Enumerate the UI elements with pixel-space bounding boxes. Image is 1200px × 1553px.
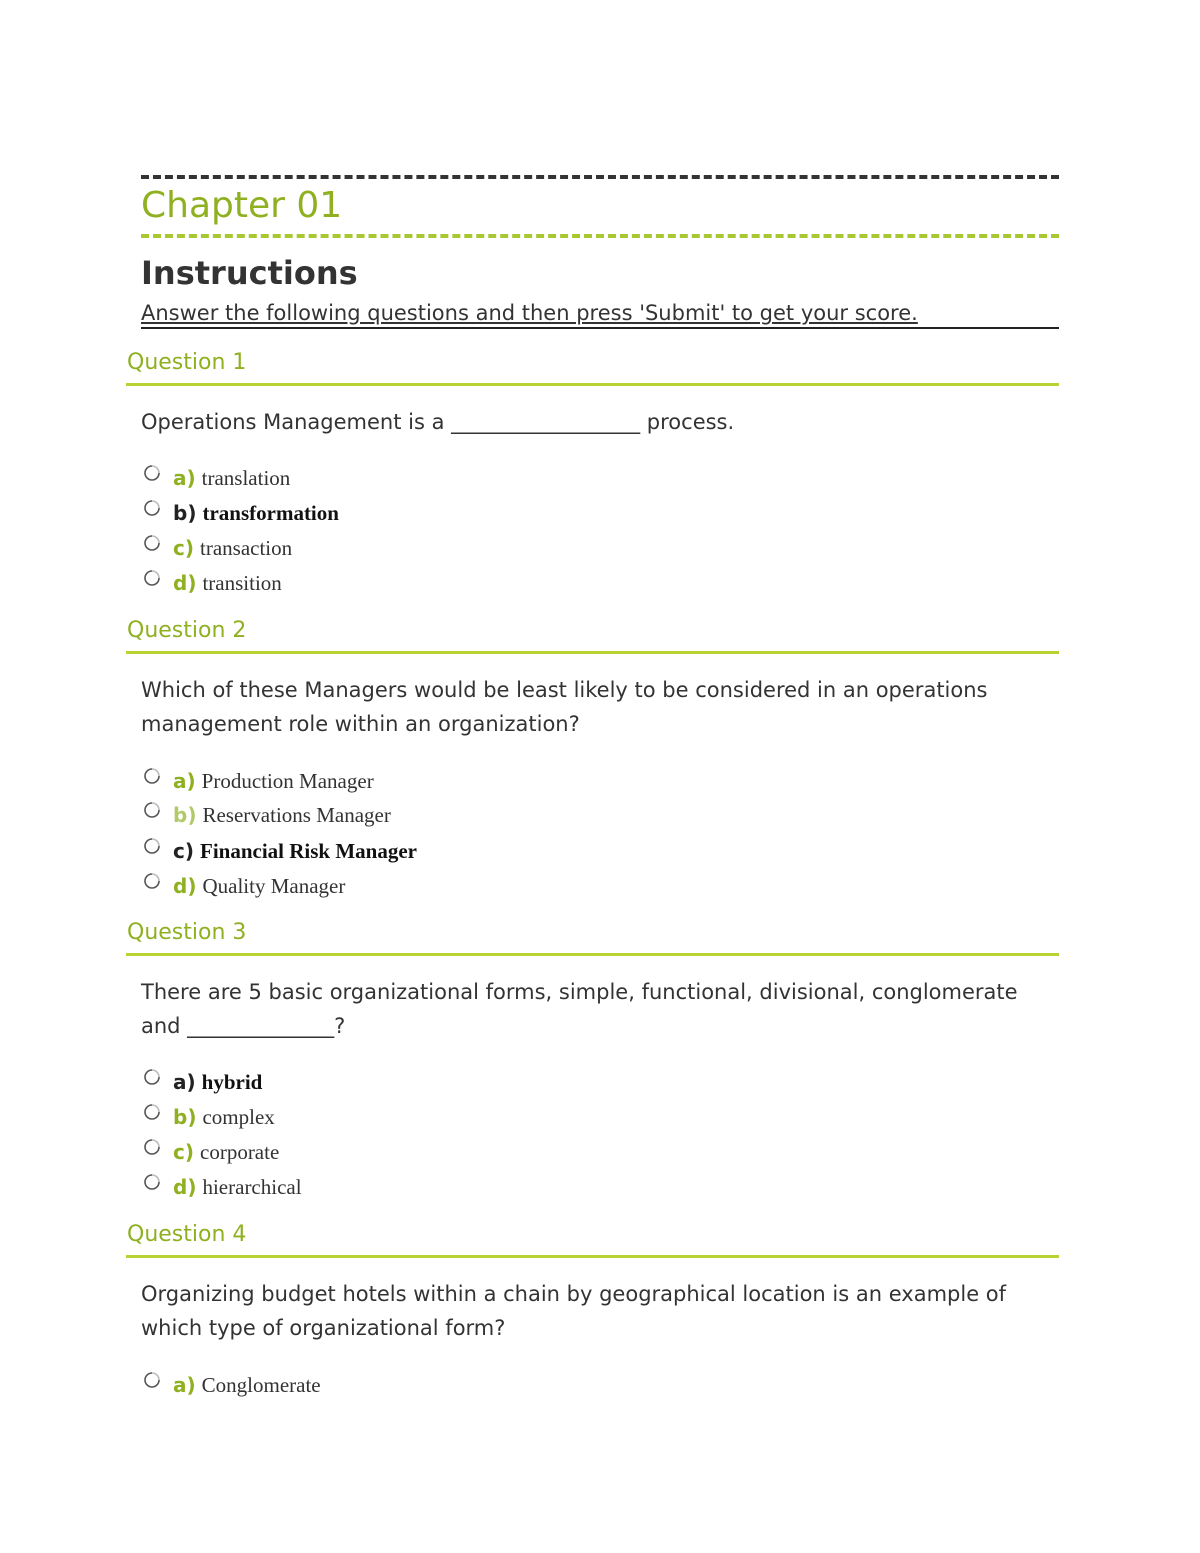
radio-button-icon[interactable] (143, 499, 161, 517)
option-letter: b) (173, 1105, 197, 1129)
question-3-option-a[interactable] (143, 1068, 262, 1098)
option-letter: d) (173, 571, 197, 595)
radio-button-icon[interactable] (143, 534, 161, 552)
question-2-option-d[interactable] (143, 872, 345, 902)
radio-button-icon[interactable] (143, 1103, 161, 1121)
instructions-text: Answer the following questions and then press 'Submit' to get your score. (141, 300, 1059, 329)
question-2-divider (126, 651, 1059, 654)
question-3-option-b[interactable] (143, 1103, 275, 1133)
radio-button-icon[interactable] (143, 1173, 161, 1191)
question-4-heading: Question 4 (127, 1222, 247, 1247)
option-text: transaction (200, 536, 293, 560)
option-text: transition (202, 571, 282, 595)
question-3-text: There are 5 basic organizational forms, simple, functional, divisional, conglomerate and ______________? (141, 980, 1018, 1038)
question-1-divider (126, 383, 1059, 386)
question-1-option-a[interactable] (143, 464, 290, 494)
chapter-divider (141, 234, 1059, 238)
option-text: Financial Risk Manager (200, 839, 418, 863)
option-text: Production Manager (201, 769, 374, 793)
question-4-option-a[interactable] (143, 1371, 321, 1401)
question-2-option-a[interactable] (143, 767, 374, 797)
radio-button-icon[interactable] (143, 872, 161, 890)
top-divider (141, 175, 1059, 179)
radio-button-icon[interactable] (143, 767, 161, 785)
radio-button-icon[interactable] (143, 801, 161, 819)
option-letter: a) (173, 1070, 196, 1094)
question-3-option-d[interactable] (143, 1173, 302, 1203)
option-text: transformation (202, 501, 339, 525)
option-letter: c) (173, 536, 194, 560)
option-text: Reservations Manager (202, 803, 391, 827)
question-1-heading: Question 1 (127, 350, 247, 375)
option-letter: d) (173, 874, 197, 898)
option-letter: b) (173, 803, 197, 827)
question-1-text: Operations Management is a __________________ process. (141, 410, 735, 434)
radio-button-icon[interactable] (143, 1371, 161, 1389)
radio-button-icon[interactable] (143, 464, 161, 482)
option-letter: b) (173, 501, 197, 525)
option-text: Conglomerate (201, 1373, 321, 1397)
option-text: complex (202, 1105, 275, 1129)
question-2-option-c[interactable] (143, 837, 417, 867)
option-letter: c) (173, 1140, 194, 1164)
question-1-option-b[interactable] (143, 499, 339, 529)
radio-button-icon[interactable] (143, 837, 161, 855)
question-4-text: Organizing budget hotels within a chain by geographical location is an example of which type of organizational form? (141, 1282, 1007, 1340)
option-text: translation (201, 466, 291, 490)
question-3-heading: Question 3 (127, 920, 247, 945)
option-text: hierarchical (202, 1175, 302, 1199)
question-4-divider (126, 1255, 1059, 1258)
question-3-option-c[interactable] (143, 1138, 279, 1168)
option-letter: c) (173, 839, 194, 863)
option-letter: d) (173, 1175, 197, 1199)
option-letter: a) (173, 466, 196, 490)
radio-button-icon[interactable] (143, 569, 161, 587)
instructions-heading: Instructions (141, 254, 358, 292)
radio-button-icon[interactable] (143, 1138, 161, 1156)
radio-button-icon[interactable] (143, 1068, 161, 1086)
option-text: hybrid (201, 1070, 263, 1094)
question-2-option-b[interactable] (143, 801, 391, 831)
option-text: corporate (200, 1140, 280, 1164)
option-text: Quality Manager (202, 874, 346, 898)
option-letter: a) (173, 1373, 196, 1397)
question-2-text: Which of these Managers would be least likely to be considered in an operations management role within an organization? (141, 678, 988, 736)
question-3-divider (126, 953, 1059, 956)
chapter-title: Chapter 01 (141, 185, 343, 226)
option-letter: a) (173, 769, 196, 793)
question-1-option-c[interactable] (143, 534, 292, 564)
question-1-option-d[interactable] (143, 569, 282, 599)
question-2-heading: Question 2 (127, 618, 247, 643)
